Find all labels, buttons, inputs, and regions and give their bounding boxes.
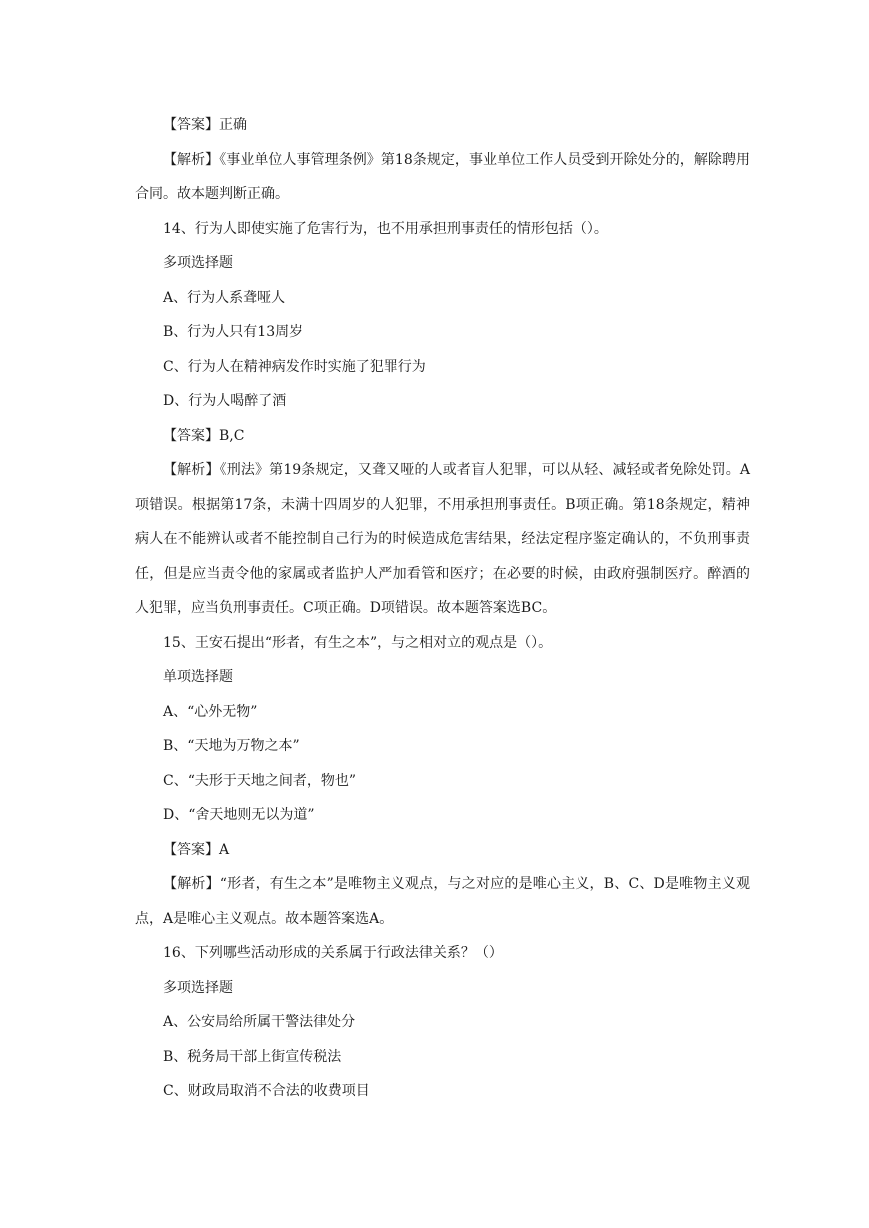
q13-analysis: 【解析】《事业单位人事管理条例》第18条规定，事业单位工作人员受到开除处分的，解除聘用合同。故本题判断正确。 [135, 151, 750, 202]
q16-stem: 16、下列哪些活动形成的关系属于行政法律关系？（） [163, 945, 503, 961]
q15-type: 单项选择题 [163, 669, 233, 685]
q14-analysis: 【解析】《刑法》第19条规定，又聋又哑的人或者盲人犯罪，可以从轻、减轻或者免除处罚。A项错误。根据第17条，未满十四周岁的人犯罪，不用承担刑事责任。B项正确。第18条规定，精神病人在不能辨认或者不能控制自己行为的时候造成危害结果，经法定程序鉴定确认的，不负刑事责任，但是应当责令他的家属或者监护人严加看管和医疗；在必要的时候，由政府强制医疗。醉酒的人犯罪，应当负刑事责任。C项正确。D项错误。故本题答案选BC。 [135, 462, 750, 616]
q14-stem: 14、行为人即使实施了危害行为，也不用承担刑事责任的情形包括（）。 [163, 220, 608, 237]
q15-stem: 15、王安石提出“形者，有生之本”，与之相对立的观点是（）。 [163, 634, 553, 651]
q15-option-b: B、“天地为万物之本” [163, 738, 300, 754]
q14-option-d: D、行为人喝醉了酒 [163, 393, 287, 409]
q14-option-c: C、行为人在精神病发作时实施了犯罪行为 [163, 358, 426, 375]
q15-analysis: 【解析】“形者，有生之本”是唯物主义观点，与之对应的是唯心主义，B、C、D是唯物主义观点，A是唯心主义观点。故本题答案选A。 [135, 876, 750, 927]
q16-option-b: B、税务局干部上街宣传税法 [163, 1048, 342, 1065]
q14-answer: 【答案】B,C [163, 427, 245, 444]
q16-option-a: A、公安局给所属干警法律处分 [163, 1014, 356, 1030]
page-content [135, 108, 750, 1109]
q15-option-d: D、“舍天地则无以为道” [163, 807, 315, 823]
q16-type: 多项选择题 [163, 979, 233, 996]
q13-answer: 【答案】正确 [163, 117, 247, 133]
q14-type: 多项选择题 [163, 255, 233, 271]
q15-answer: 【答案】A [163, 841, 230, 858]
q14-option-b: B、行为人只有13周岁 [163, 324, 304, 340]
q14-option-a: A、行为人系聋哑人 [163, 289, 286, 306]
q15-option-c: C、“夫形于天地之间者，物也” [163, 772, 357, 789]
q16-option-c: C、财政局取消不合法的收费项目 [163, 1083, 370, 1099]
q15-option-a: A、“心外无物” [163, 703, 258, 720]
